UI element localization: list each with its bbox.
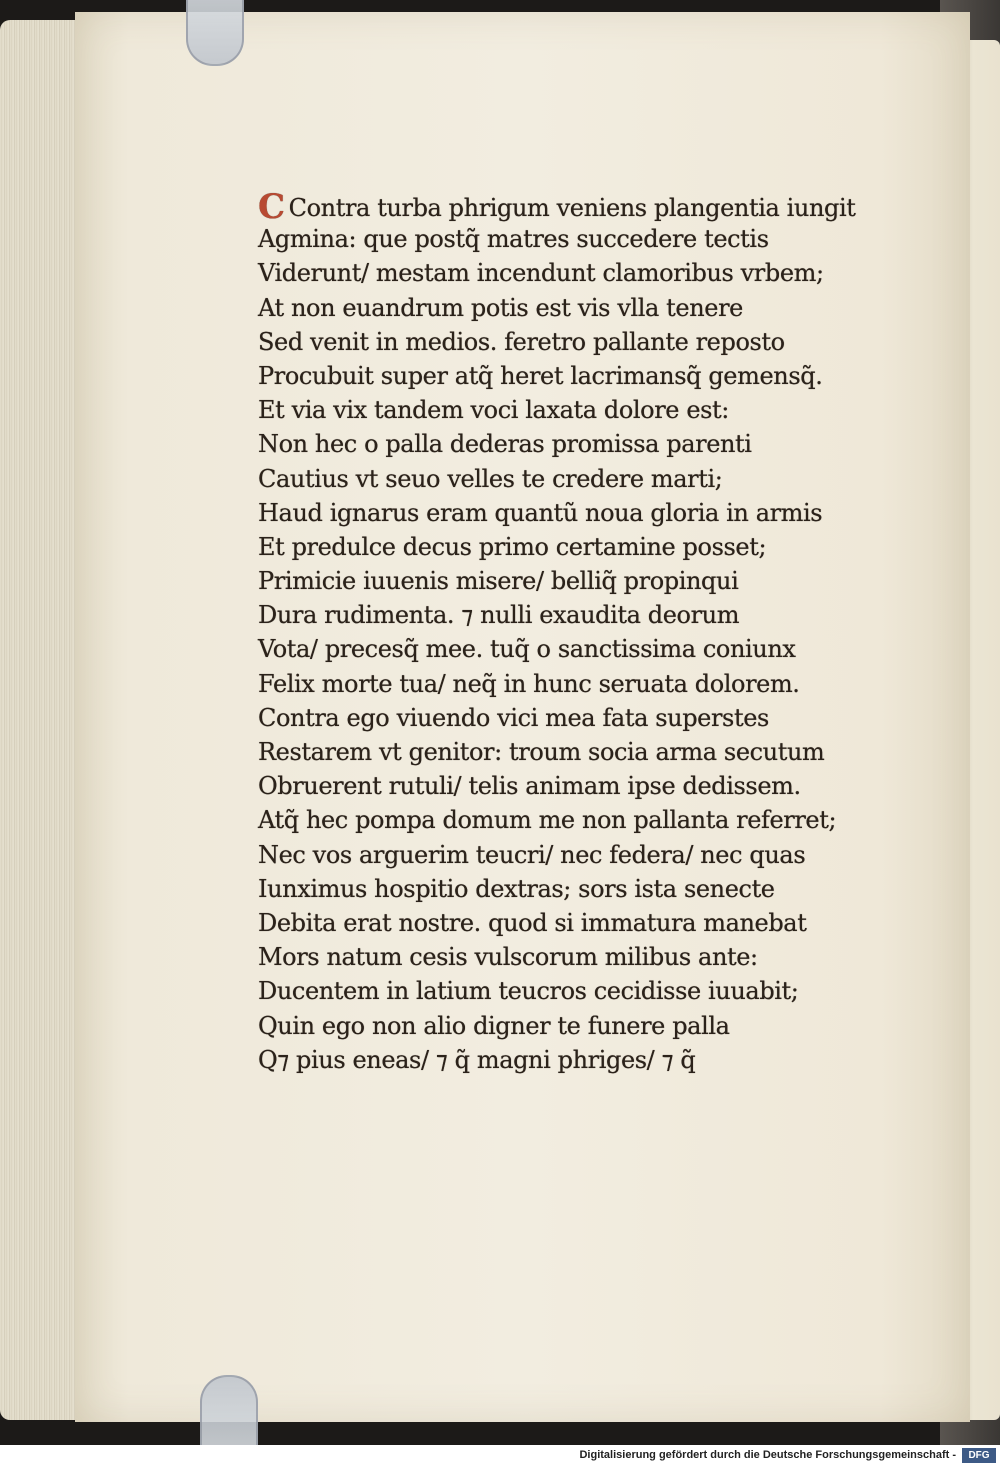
rubricated-initial: C	[258, 187, 285, 227]
text-line-content: Iunximus hospitio dextras; sors ista senecte	[258, 874, 775, 903]
text-line	[258, 496, 858, 530]
text-line	[258, 427, 858, 461]
text-line	[258, 1009, 858, 1043]
text-line	[258, 872, 858, 906]
text-line	[258, 598, 858, 632]
text-line	[258, 906, 858, 940]
text-line-content: Quin ego non alio digner te funere palla	[258, 1011, 730, 1040]
text-line-content: Primicie iuuenis misere/ belliq̃ propinqui	[258, 567, 739, 596]
text-line	[258, 701, 858, 735]
text-line	[258, 462, 858, 496]
text-line-content: Contra turba phrigum veniens plangentia iungit	[288, 194, 856, 222]
text-line-content: Contra ego viuendo vici mea fata superstes	[258, 703, 769, 732]
text-line	[258, 564, 858, 598]
text-line	[258, 940, 858, 974]
text-line	[258, 632, 858, 666]
text-line	[258, 393, 858, 427]
text-line	[258, 222, 858, 256]
text-line-content: Et predulce decus primo certamine posset;	[258, 532, 767, 561]
text-line-content: Vota/ precesq̃ mee. tuq̃ o sanctissima coniunx	[258, 635, 796, 664]
text-line-content: At non euandrum potis est vis vlla tenere	[258, 293, 743, 322]
text-line	[258, 325, 858, 359]
text-line	[258, 838, 858, 872]
plastic-clip-bottom	[200, 1375, 258, 1445]
text-line-content: Q⁊ pius eneas/ ⁊ q̃ magni phriges/ ⁊ q̃	[258, 1045, 696, 1074]
text-line	[258, 530, 858, 564]
text-line-content: Atq̃ hec pompa domum me non pallanta referret;	[258, 806, 837, 835]
text-line-content: Ducentem in latium teucros cecidisse iuuabit;	[258, 977, 799, 1006]
text-line	[258, 1043, 858, 1077]
text-line-content: Nec vos arguerim teucri/ nec federa/ nec quas	[258, 840, 806, 869]
text-line	[258, 256, 858, 290]
text-line	[258, 291, 858, 325]
text-line-content: Non hec o palla dederas promissa parenti	[258, 430, 752, 459]
digitization-footer	[0, 1445, 1000, 1467]
text-line	[258, 769, 858, 803]
funding-credit: Digitalisierung gefördert durch die Deutsche Forschungsgemeinschaft -	[579, 1449, 956, 1461]
text-line-content: Viderunt/ mestam incendunt clamoribus vrbem;	[258, 259, 824, 288]
text-line	[258, 359, 858, 393]
text-line	[258, 974, 858, 1008]
text-line-content: Agmina: que postq̃ matres succedere tectis	[258, 225, 769, 254]
text-line-content: Restarem vt genitor: troum socia arma secutum	[258, 738, 825, 766]
dfg-logo: DFG	[962, 1448, 996, 1463]
incunabula-text-block	[258, 188, 858, 1077]
text-line-content: Procubuit super atq̃ heret lacrimansq̃ gemensq̃.	[258, 361, 823, 390]
text-line-content: Debita erat nostre. quod si immatura manebat	[258, 908, 807, 937]
text-line-content: Sed venit in medios. feretro pallante reposto	[258, 327, 785, 356]
text-line	[258, 187, 858, 227]
text-line-content: Obruerent rutuli/ telis animam ipse dedissem.	[258, 772, 801, 801]
plastic-clip-top	[186, 0, 244, 66]
book-page-edges	[0, 20, 80, 1420]
text-line	[258, 735, 858, 769]
text-line	[258, 803, 858, 837]
text-line-content: Et via vix tandem voci laxata dolore est:	[258, 396, 729, 425]
text-line-content: Haud ignarus eram quantũ noua gloria in armis	[258, 498, 823, 527]
text-line-content: Dura rudimenta. ⁊ nulli exaudita deorum	[258, 601, 740, 630]
text-line-content: Felix morte tua/ neq̃ in hunc seruata dolorem.	[258, 669, 800, 698]
text-line	[258, 667, 858, 701]
text-line-content: Mors natum cesis vulscorum milibus ante:	[258, 943, 758, 972]
text-line-content: Cautius vt seuo velles te credere marti;	[258, 464, 723, 493]
